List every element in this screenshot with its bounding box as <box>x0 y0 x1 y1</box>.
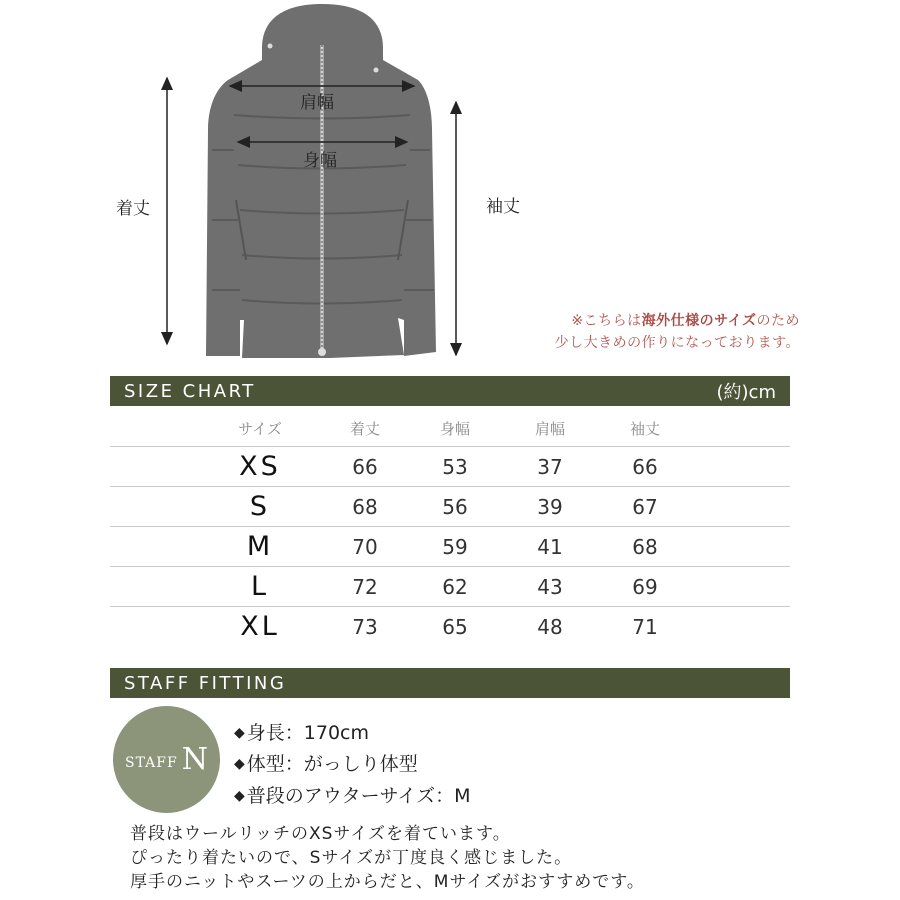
sleeve-cell: 68 <box>632 534 658 559</box>
note-line-1 <box>470 310 800 332</box>
chest-cell: 59 <box>442 534 468 559</box>
length-label: 着丈 <box>116 199 150 219</box>
table-row <box>110 607 790 646</box>
staff-fitting-header-bar <box>110 668 790 698</box>
shoulder-cell: 39 <box>537 494 563 519</box>
diamond-bullet-icon: ◆ <box>234 788 245 804</box>
chest-cell: 53 <box>442 454 468 479</box>
length-cell: 70 <box>352 534 378 559</box>
length-cell: 66 <box>352 454 378 479</box>
sleeve-cell: 67 <box>632 494 658 519</box>
table-row <box>110 527 790 567</box>
table-row <box>110 487 790 527</box>
header-shoulder: 肩幅 <box>534 419 565 438</box>
size-chart-header-bar <box>110 376 790 406</box>
length-cell: 73 <box>352 614 378 639</box>
staff-badge-small: STAFF <box>125 754 178 771</box>
sleeve-cell: 69 <box>632 574 658 599</box>
note-emphasis: 海外仕様のサイズ <box>641 313 757 329</box>
comment-line: ぴったり着たいので、Sサイズが丁度良く感じました。 <box>130 848 573 868</box>
diamond-bullet-icon: ◆ <box>234 756 245 772</box>
note-line-2: 少し大きめの作りになっております。 <box>554 335 800 351</box>
staff-fitting-title: STAFF FITTING <box>124 672 287 694</box>
shoulder-cell: 48 <box>537 614 563 639</box>
size-cell: S <box>249 491 271 522</box>
size-cell: M <box>246 531 274 562</box>
comment-line: 普段はウールリッチのXSサイズを着ています。 <box>130 824 511 844</box>
header-length: 着丈 <box>349 419 380 438</box>
shoulder-cell: 37 <box>537 454 563 479</box>
length-cell: 68 <box>352 494 378 519</box>
length-cell: 72 <box>352 574 378 599</box>
spec-text: 普段のアウターサイズ：M <box>246 785 471 807</box>
table-header-row <box>110 410 790 447</box>
table-row <box>110 567 790 607</box>
size-cell: XS <box>239 451 281 482</box>
spec-text: 身長：170cm <box>246 722 370 744</box>
chest-label: 身幅 <box>303 151 337 171</box>
sleeve-label: 袖丈 <box>486 197 520 217</box>
shoulder-label: 肩幅 <box>300 93 334 113</box>
diamond-bullet-icon: ◆ <box>234 725 245 741</box>
chest-cell: 56 <box>442 494 468 519</box>
staff-spec-height <box>234 718 369 745</box>
size-chart-unit: (約)cm <box>716 382 776 403</box>
header-size: サイズ <box>238 419 282 438</box>
spec-text: 体型：がっしり体型 <box>246 753 418 775</box>
note-suffix: のため <box>756 313 800 329</box>
size-cell: XL <box>240 611 280 642</box>
header-chest: 身幅 <box>439 419 470 438</box>
header-sleeve: 袖丈 <box>629 419 660 438</box>
chest-cell: 62 <box>442 574 468 599</box>
staff-badge-initial: N <box>181 742 208 777</box>
sleeve-cell: 71 <box>632 614 658 639</box>
table-row <box>110 447 790 487</box>
sleeve-cell: 66 <box>632 454 658 479</box>
shoulder-cell: 41 <box>537 534 563 559</box>
staff-spec-outer-size <box>234 781 470 808</box>
size-chart-title: SIZE CHART <box>124 380 256 402</box>
jacket-shape <box>206 4 436 358</box>
chest-cell: 65 <box>442 614 468 639</box>
staff-spec-build <box>234 749 418 776</box>
staff-comment <box>130 822 830 894</box>
size-table <box>110 410 790 646</box>
size-note <box>470 310 800 354</box>
staff-badge <box>113 706 220 813</box>
shoulder-cell: 43 <box>537 574 563 599</box>
size-cell: L <box>250 571 270 602</box>
note-prefix: ※こちらは <box>571 313 642 329</box>
comment-line: 厚手のニットやスーツの上からだと、Mサイズがおすすめです。 <box>130 872 645 892</box>
